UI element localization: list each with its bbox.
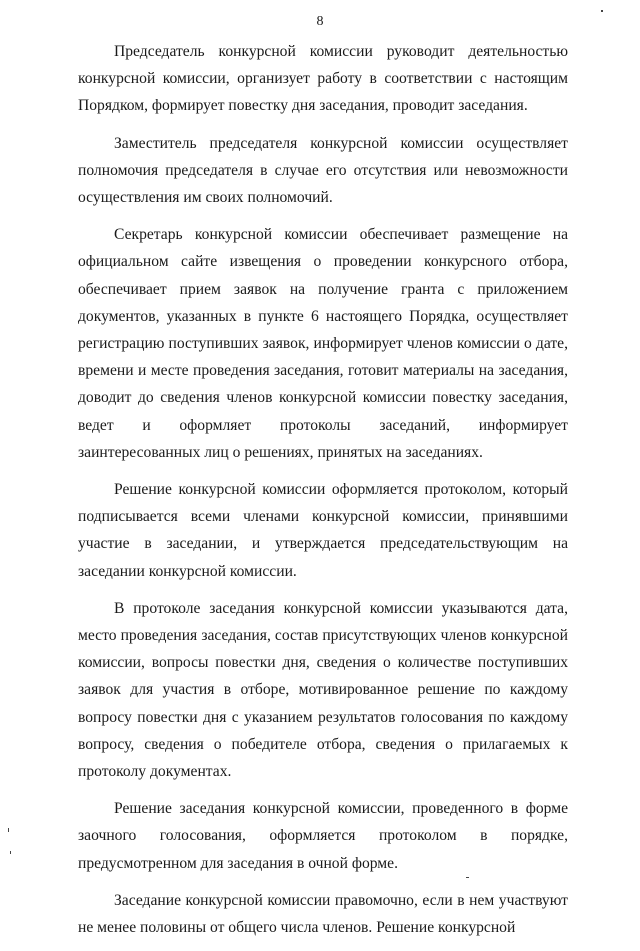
scan-speck [10,851,11,854]
paragraph-decision-protocol: Решение конкурсной комиссии оформляется протоколом, который подписывается всеми членами конкурсной комиссии, принявшими участие в заседании, и утверждается председательствующим на заседании конкурсной комиссии. [78,481,568,580]
paragraph-protocol-contents: В протоколе заседания конкурсной комиссии указываются дата, место проведения заседания, состав присутствующих членов конкурсной комиссии, вопросы повестки дня, сведения о количестве поступивших заявок для участия в отборе, мотивированное решение по каждому вопросу повестки дня с указанием результатов голосования по каждому вопросу, сведения о победителе отбора, сведения о прилагаемых к протоколу документах. [78,599,568,781]
document-body [78,38,568,951]
paragraph-secretary: Секретарь конкурсной комиссии обеспечивает размещение на официальном сайте извещения о проведении конкурсного отбора, обеспечивает прием заявок на получение гранта с приложением документов, указанных в пункте 6 настоящего Порядка, осуществляет регистрацию поступивших заявок, информирует членов комиссии о дате, времени и месте проведения заседания, готовит материалы на заседания, доводит до сведения членов конкурсной комиссии повестку заседания, ведет и оформляет протоколы заседаний, информирует заинтересованных лиц о решениях, принятых на заседаниях. [78,226,568,461]
page-number: 8 [316,14,324,29]
scan-speck [466,877,469,878]
paragraph-quorum: Заседание конкурсной комиссии правомочно, если в нем участвуют не менее половины от общего числа членов. Решение конкурсной [78,891,568,937]
paragraph-absentee-voting: Решение заседания конкурсной комиссии, проведенного в форме заочного голосования, оформляется протоколом в порядке, предусмотренном для заседания в очной форме. [78,800,568,872]
paragraph-deputy-chairman: Заместитель председателя конкурсной комиссии осуществляет полномочия председателя в случае его отсутствия или невозможности осуществления им своих полномочий. [78,134,568,207]
paragraph-chairman: Председатель конкурсной комиссии руководит деятельностью конкурсной комиссии, организует работу в соответствии с настоящим Порядком, формирует повестку дня заседания, проводит заседания. [78,43,568,115]
scan-speck [601,10,603,12]
scan-speck [8,828,9,832]
